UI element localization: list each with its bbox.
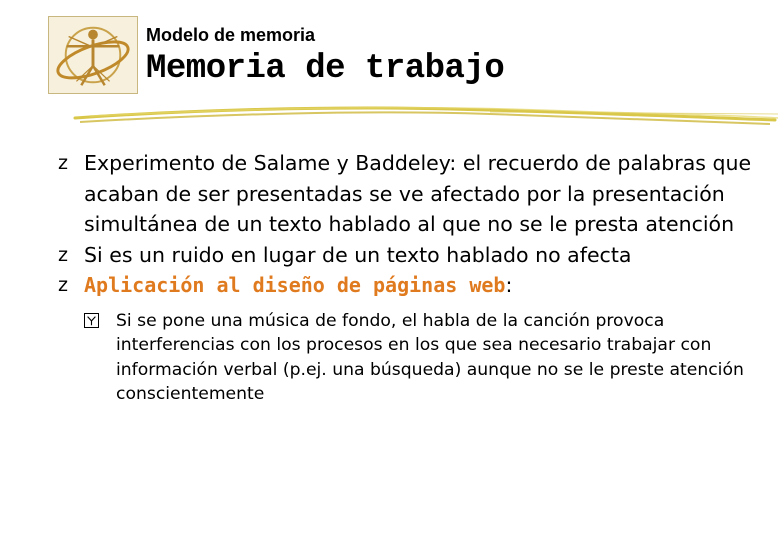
z-bullet-icon: z [58,243,68,266]
sub-bullet-text: Si se pone una música de fondo, el habla de la canción provoca interferencias con los procesos en los que sea necesario trabajar con información verbal (p.ej. una búsqueda) aunque no se le preste atención conscientemente [116,310,744,404]
bullet-text: Si es un ruido en lugar de un texto hablado no afecta [84,242,632,267]
checkbox-y-icon [84,313,99,328]
z-bullet-icon: z [58,274,68,296]
bullet-suffix: : [505,273,513,297]
highlight-text: Aplicación al diseño de páginas web [84,273,506,297]
bullet-item [58,270,768,301]
z-bullet-icon: z [58,152,68,174]
title-underline-decoration [70,100,780,134]
slide-title: Memoria de trabajo [146,50,505,88]
slide-content [58,148,768,407]
sub-bullet-item [84,309,768,407]
bullet-text: Experimento de Salame y Baddeley: el recuerdo de palabras que acaban de ser presentadas se ve afectado por la presentación simultánea de un texto hablado al que no se le presta atención [84,151,752,236]
bullet-item [58,148,768,240]
bullet-item [58,240,768,271]
vitruvian-man-logo-icon [48,16,138,94]
slide-subtitle: Modelo de memoria [146,25,316,45]
